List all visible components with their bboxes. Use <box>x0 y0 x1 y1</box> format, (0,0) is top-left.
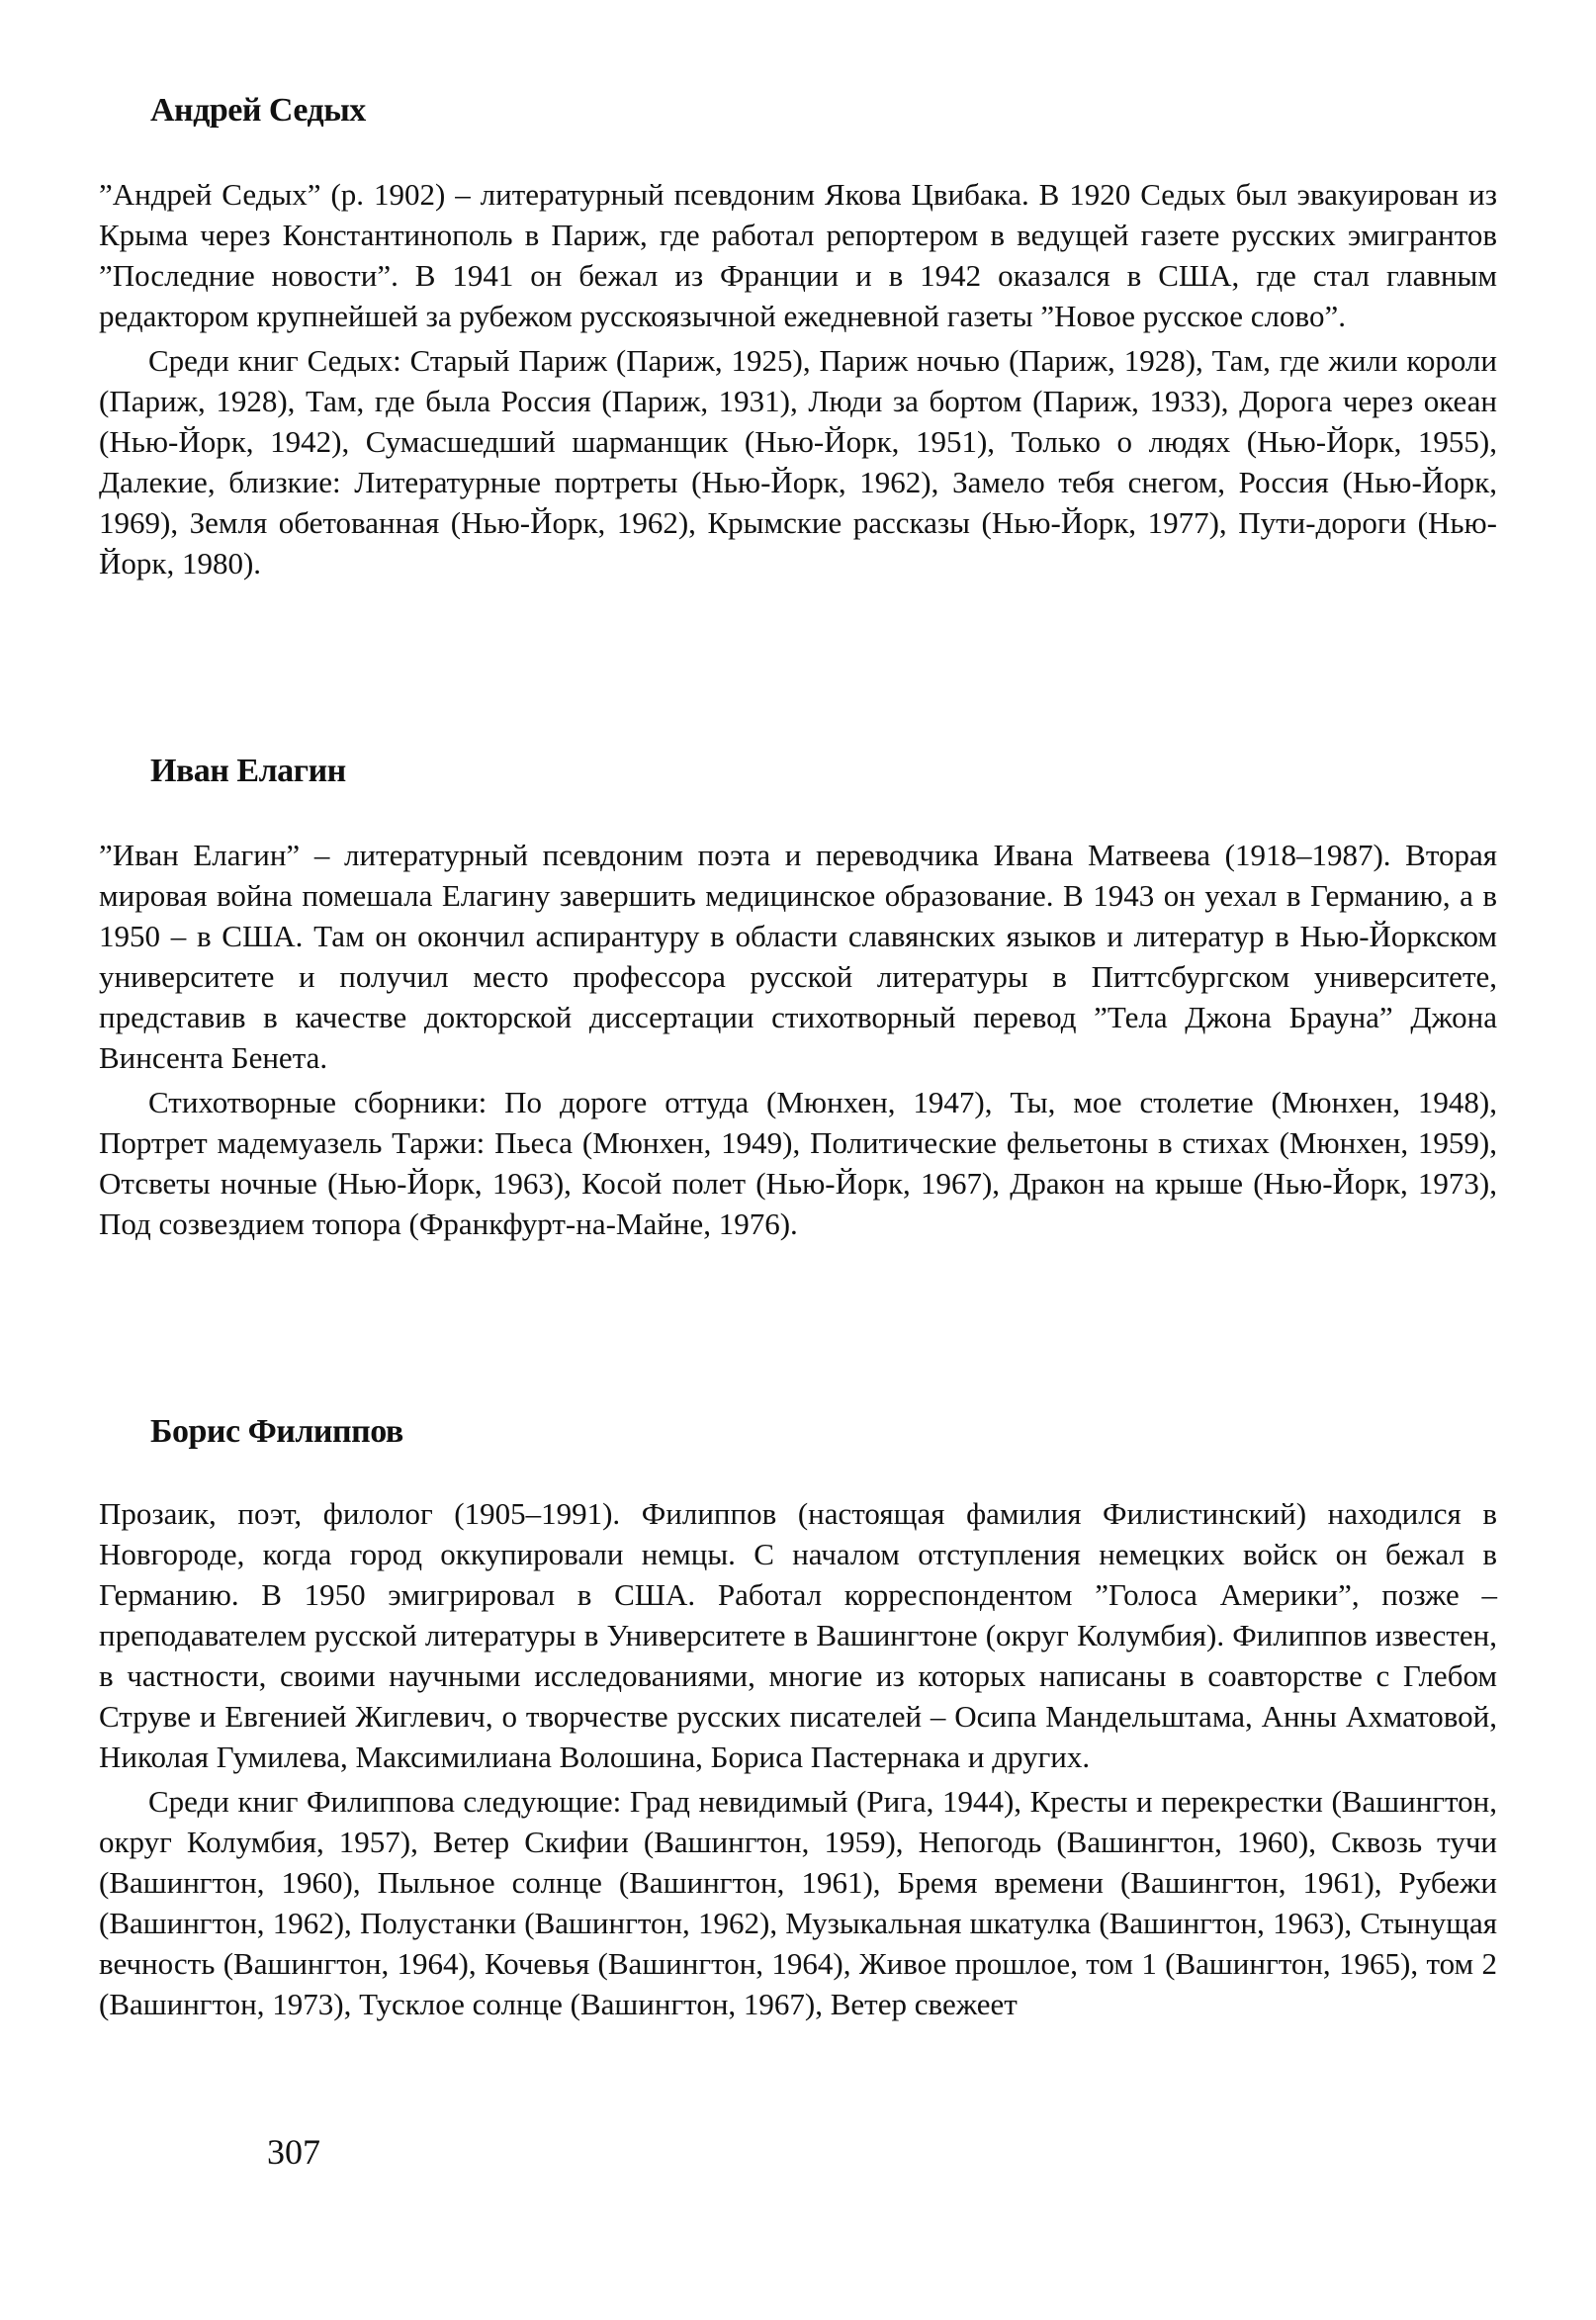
paragraph: Среди книг Седых: Старый Париж (Париж, 1925), Париж ночью (Париж, 1928), Там, где жили короли (Париж, 1928), Там, где была Россия (Париж, 1931), Люди за бортом (Париж, 1933), Дорога через океан (Нью-Йорк, 1942), Сумасшедший шарманщик (Нью-Йорк, 1951), Только о людях (Нью-Йорк, 1955), Далекие, близкие: Литературные портреты (Нью-Йорк, 1962), Замело тебя снегом, Россия (Нью-Йорк, 1969), Земля обетованная (Нью-Йорк, 1962), Крымские рассказы (Нью-Йорк, 1977), Пути-дороги (Нью-Йорк, 1980). <box>99 343 1497 580</box>
paragraph: Среди книг Филиппова следующие: Град невидимый (Рига, 1944), Кресты и перекрестки (Вашингтон, округ Колумбия, 1957), Ветер Скифии (Вашингтон, 1959), Непогодь (Вашингтон, 1960), Сквозь тучи (Вашингтон, 1960), Пыльное солнце (Вашингтон, 1961), Бремя времени (Вашингтон, 1961), Рубежи (Вашингтон, 1962), Полустанки (Вашингтон, 1962), Музыкальная шкатулка (Вашингтон, 1963), Стынущая вечность (Вашингтон, 1964), Кочевья (Вашингтон, 1964), Живое прошлое, том 1 (Вашингтон, 1965), том 2 (Вашингтон, 1973), Тусклое солнце (Вашингтон, 1967), Ветер свежеет <box>99 1784 1497 2021</box>
section-heading-sedykh: Андрей Седых <box>150 92 366 129</box>
paragraph: Прозаик, поэт, филолог (1905–1991). Филиппов (настоящая фамилия Филистинский) находился в Новгороде, когда город оккупировали немцы. С началом отступления немецких войск он бежал в Германию. В 1950 эмигрировал в США. Работал корреспондентом ”Голоса Америки”, позже – преподавателем русской литературы в Университете в Вашингтоне (округ Колумбия). Филиппов известен, в частности, своими научными исследованиями, многие из которых написаны в соавторстве с Глебом Струве и Евгенией Жиглевич, о творчестве русских писателей – Осипа Мандельштама, Анны Ахматовой, Николая Гумилева, Максимилиана Волошина, Бориса Пастернака и других. <box>99 1496 1497 1774</box>
paragraph: Стихотворные сборники: По дороге оттуда (Мюнхен, 1947), Ты, мое столетие (Мюнхен, 1948), Портрет мадемуазель Таржи: Пьеса (Мюнхен, 1949), Политические фельетоны в стихах (Мюнхен, 1959), Отсветы ночные (Нью-Йорк, 1963), Косой полет (Нью-Йорк, 1967), Дракон на крыше (Нью-Йорк, 1973), Под созвездием топора (Франкфурт-на-Майне, 1976). <box>99 1085 1497 1241</box>
paragraph: ”Андрей Седых” (р. 1902) – литературный псевдоним Якова Цвибака. В 1920 Седых был эвакуирован из Крыма через Константинополь в Париж, где работал репортером в ведущей газете русских эмигрантов ”Последние новости”. В 1941 он бежал из Франции и в 1942 оказался в США, где стал главным редактором крупнейшей за рубежом русскоязычной ежедневной газеты ”Новое русское слово”. <box>99 177 1497 333</box>
section-body-filippov <box>99 1493 1497 2024</box>
page-number: 307 <box>267 2132 320 2172</box>
section-body-elagin <box>99 835 1497 1244</box>
section-heading-filippov: Борис Филиппов <box>150 1413 403 1450</box>
section-body-sedykh <box>99 174 1497 583</box>
section-heading-elagin: Иван Елагин <box>150 753 346 789</box>
paragraph: ”Иван Елагин” – литературный псевдоним поэта и переводчика Ивана Матвеева (1918–1987). Вторая мировая война помешала Елагину завершить медицинское образование. В 1943 он уехал в Германию, а в 1950 – в США. Там он окончил аспирантуру в области славянских языков и литератур в Нью-Йоркском университете и получил место профессора русской литературы в Питтсбургском университете, представив в качестве докторской диссертации стихотворный перевод ”Тела Джона Брауна” Джона Винсента Бенета. <box>99 838 1497 1075</box>
